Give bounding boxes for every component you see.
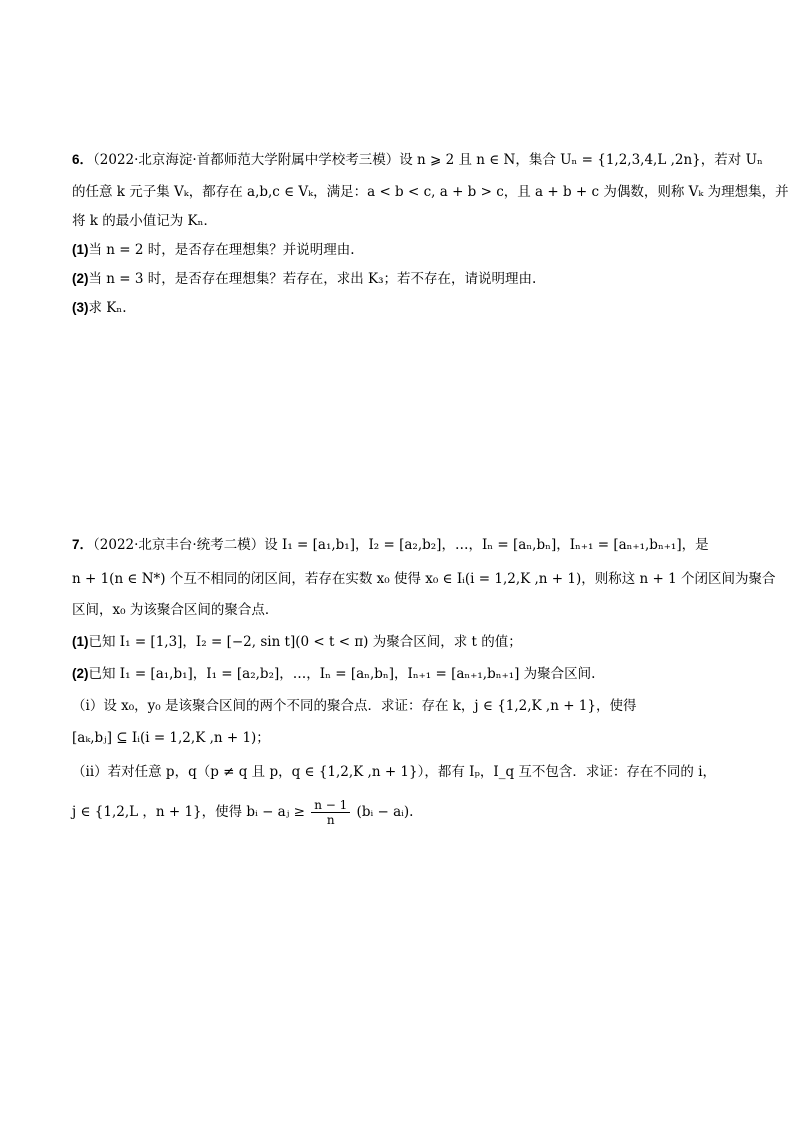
q6-number: 6． [72,152,94,167]
q6-part-2 [72,269,732,289]
q6-part-3 [72,298,732,318]
fraction-numerator: n − 1 [311,798,350,813]
q7-sub-ii: （ⅱ）若对任意 p，q（p ≠ q 且 p，q ∈ {1,2,K ,n + 1}），都有 Iₚ，I_q 互不包含．求证：存在不同的 i， [72,764,717,780]
q6-part-2-text: 当 n = 3 时，是否存在理想集？若存在，求出 K₃；若不存在，请说明理由. [88,271,537,287]
q7-part-1 [72,632,732,652]
q6-part-3-label: (3) [72,300,89,315]
q7-part-2-text: 已知 I₁ = [a₁,b₁]，I₁ = [a₂,b₂]，…，Iₙ = [aₙ,bₙ]，Iₙ₊₁ = [aₙ₊₁,bₙ₊₁] 为聚合区间. [88,666,596,682]
q7-sub-ii-inequality-right: (bᵢ − aᵢ). [356,804,414,820]
q7-sub-ii-inequality-left: j ∈ {1,2,L ，n + 1}，使得 bᵢ − aⱼ ≥ [72,804,305,820]
q6-line-3: 将 k 的最小值记为 Kₙ． [72,213,217,229]
q7-line-1 [72,535,732,555]
q7-number: 7． [72,537,94,552]
fraction [311,798,350,827]
q6-stem-text-1: （2022·北京海淀·首都师范大学附属中学校考三模）设 n ⩾ 2 且 n ∈ N，集合 Uₙ = {1,2,3,4,L ,2n}，若对 Uₙ [93,152,763,168]
q7-part-1-label: (1) [72,634,89,649]
q7-sub-ii-continued [72,798,732,827]
q7-stem-text-1: （2022·北京丰台·统考二模）设 I₁ = [a₁,b₁]，I₂ = [a₂,b₂]，…，Iₙ = [aₙ,bₙ]，Iₙ₊₁ = [aₙ₊₁,bₙ₊₁]，是 [93,537,709,553]
q6-part-1-label: (1) [72,242,89,257]
q7-sub-i-continued: [aₖ,bⱼ] ⊆ Iᵢ(i = 1,2,K ,n + 1)； [72,730,270,746]
q7-line-3: 区间，x₀ 为该聚合区间的聚合点． [72,602,279,618]
q6-part-1-text: 当 n = 2 时，是否存在理想集？并说明理由. [88,242,355,258]
q7-line-2: n + 1(n ∈ N*) 个互不相同的闭区间，若存在实数 x₀ 使得 x₀ ∈ Iᵢ(i = 1,2,K ,n + 1)，则称这 n + 1 个闭区间为聚合 [72,571,776,587]
fraction-denominator: n [326,813,335,827]
q6-part-3-text: 求 Kₙ. [88,300,127,316]
q7-part-1-text: 已知 I₁ = [1,3]，I₂ = [−2, sin t](0 < t < π) 为聚合区间，求 t 的值； [88,634,522,650]
q7-part-2-label: (2) [72,666,89,681]
q6-part-1 [72,240,732,260]
q6-part-2-label: (2) [72,271,89,286]
q6-line-2: 的任意 k 元子集 Vₖ，都存在 a,b,c ∈ Vₖ，满足：a < b < c, a + b > c，且 a + b + c 为偶数，则称 Vₖ 为理想集，并 [72,184,789,200]
q7-part-2 [72,664,732,684]
q7-sub-i: （ⅰ）设 x₀，y₀ 是该聚合区间的两个不同的聚合点．求证：存在 k，j ∈ {1,2,K ,n + 1}，使得 [72,698,637,714]
q6-line-1 [72,150,763,170]
